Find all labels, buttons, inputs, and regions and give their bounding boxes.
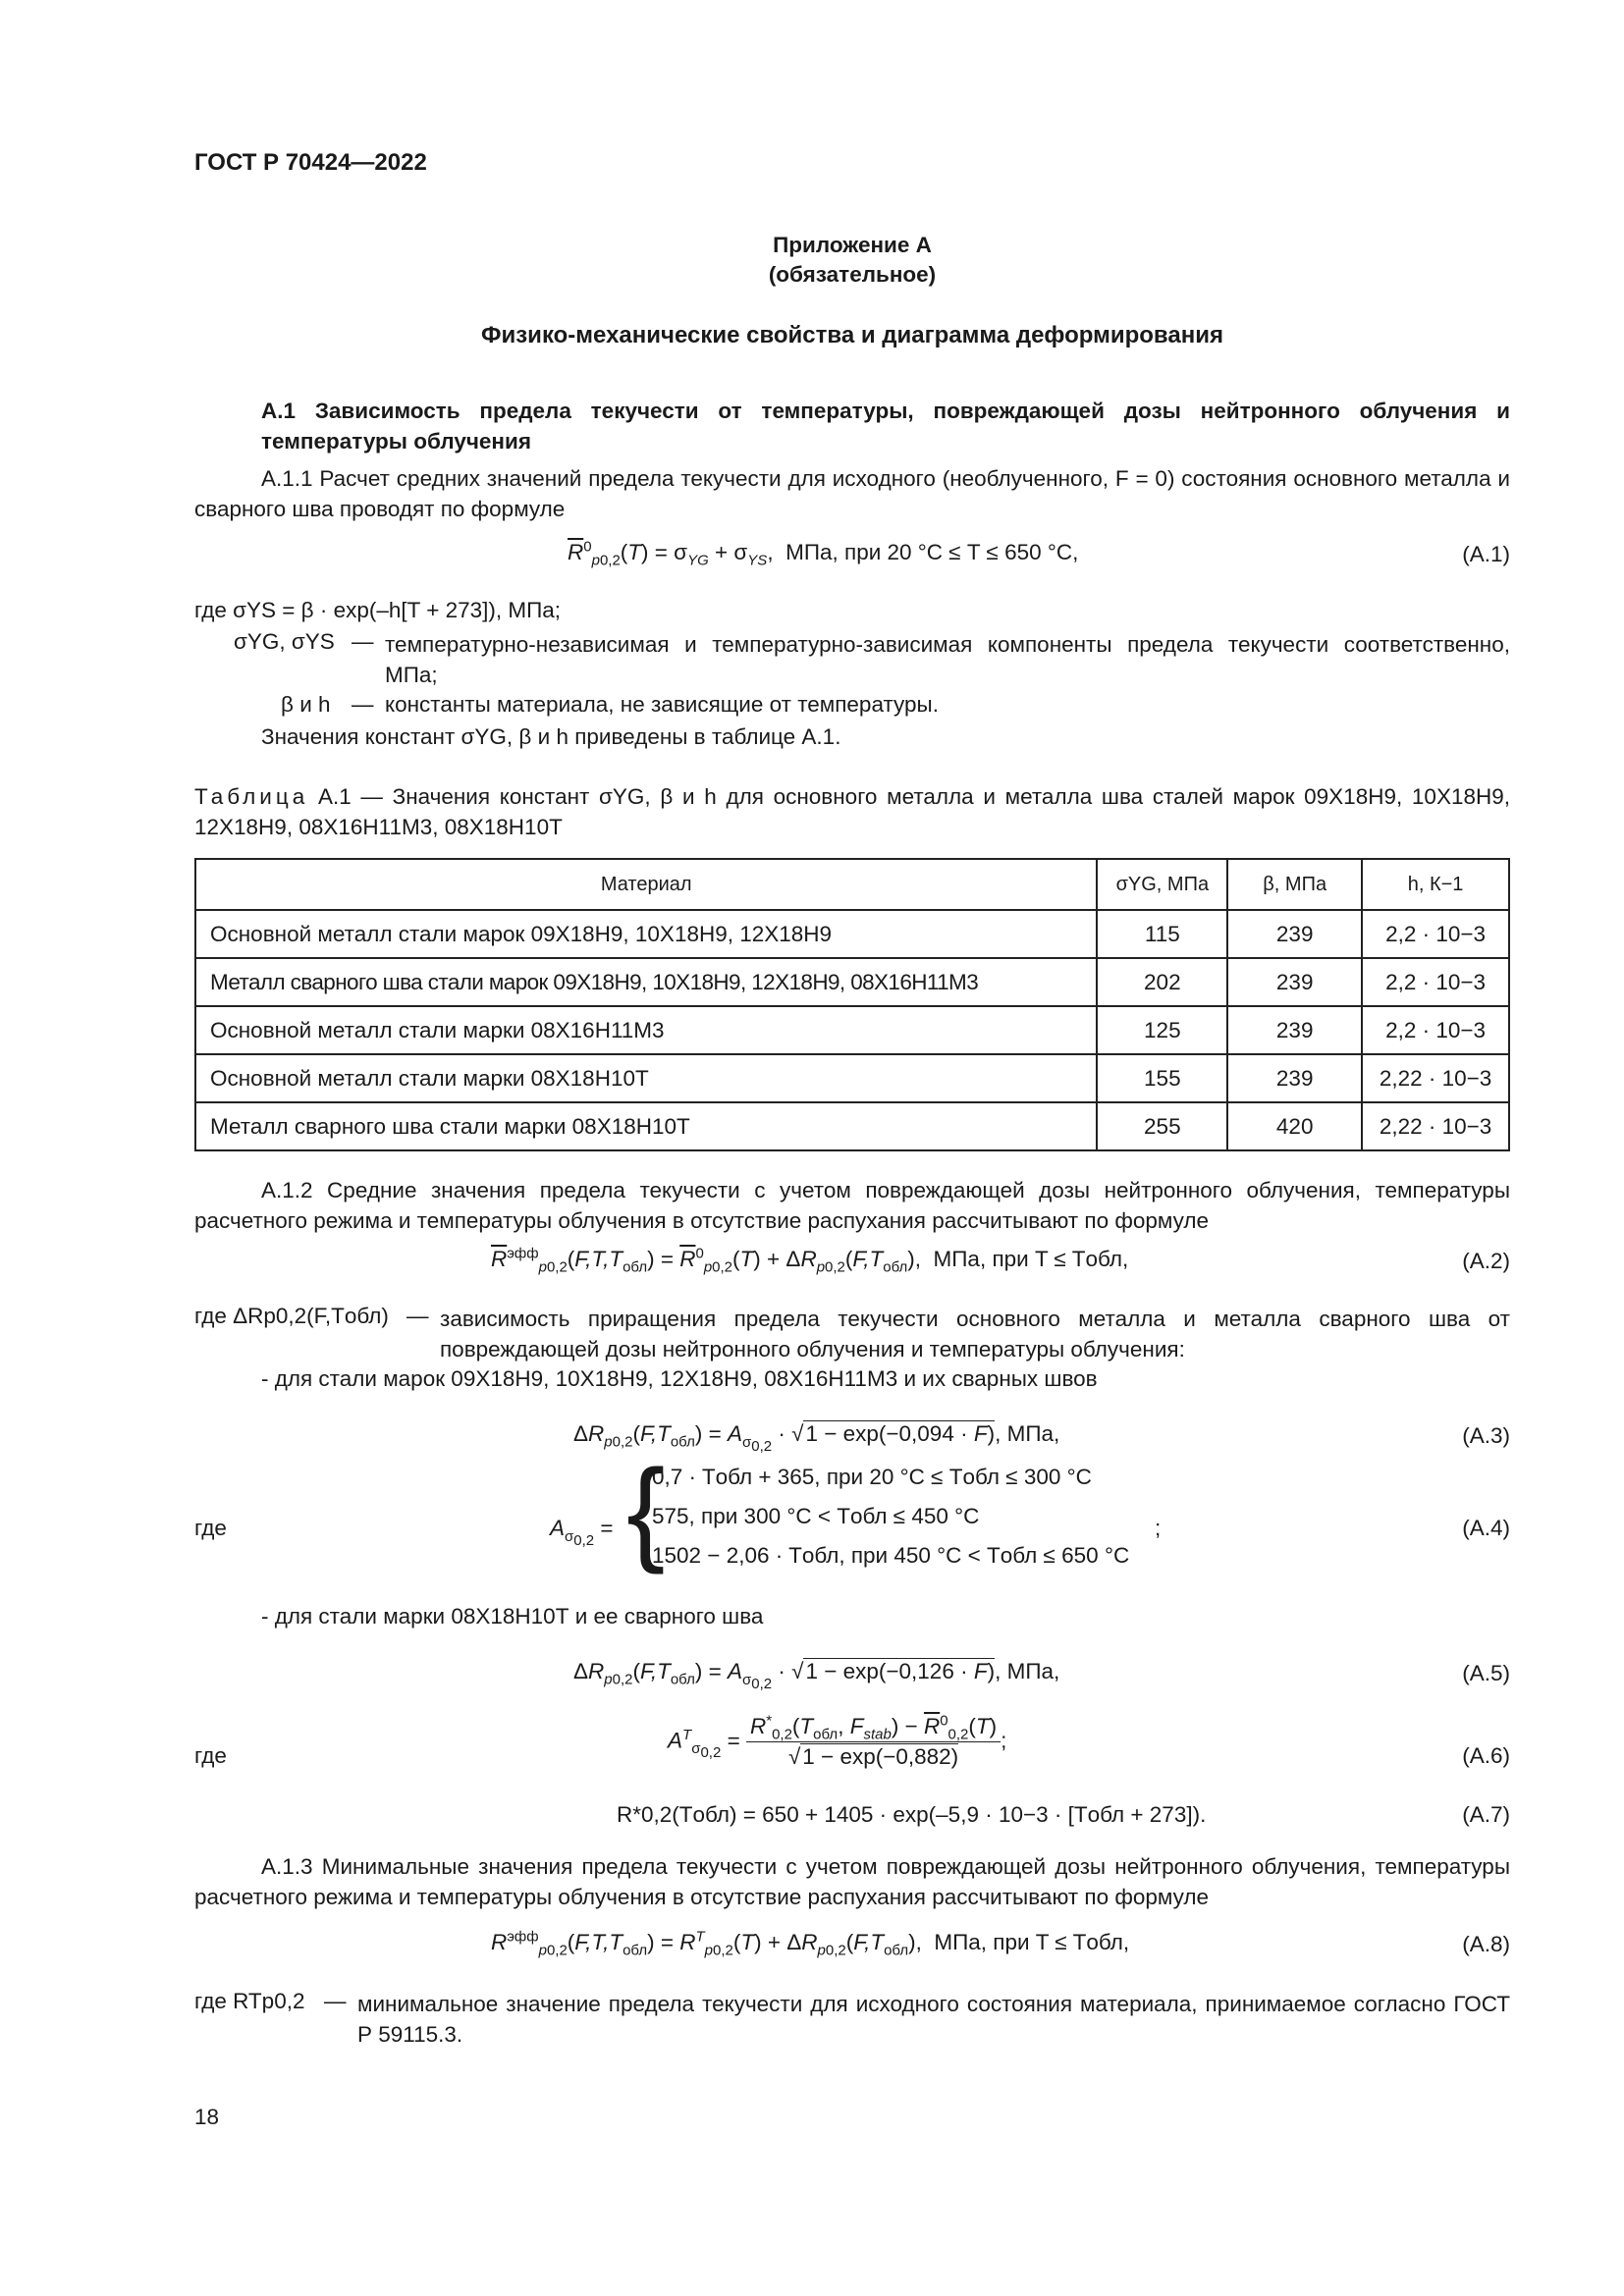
table-cell: 115 xyxy=(1097,910,1227,958)
definition-delta-text: зависимость приращения предела текучести основного металла и металла сварного шва от повреждающей дозы нейтронного облучения и температуры облучения: xyxy=(440,1307,1510,1362)
definition-delta-term: где ΔRp0,2(F,Tобл) xyxy=(194,1304,389,1328)
equation-a8-number: (А.8) xyxy=(1462,1932,1510,1956)
paragraph-a1-1: А.1.1 Расчет средних значений предела текучести для исходного (необлученного, F = 0) состояния основного металла и сварного шва проводят по формуле xyxy=(194,466,1510,521)
page-number: 18 xyxy=(194,2105,220,2129)
equation-a6: $A^T_{\sigma_{0,2}}$ = $\frac{R^*_{0,2}(T_{обл}, F_{stab}) - \overline{R}^0_{0,2}(T)}{√1 - \exp(-0,882)}$ ; xyxy=(668,1712,1007,1769)
table-caption: Таблица А.1 — Значения констант σYG, β и h для основного металла и металла шва сталей марок 09Х18Н9, 10Х18Н9, 12Х18Н9, 08Х16Н11М3, 08Х18Н10Т xyxy=(194,784,1510,839)
paragraph-a1-3: А.1.3 Минимальные значения предела текучести с учетом повреждающей дозы нейтронного облучения, температуры расчетного режима и температуры облучения в отсутствие распухания рассчитывают по формуле xyxy=(194,1854,1510,1909)
table-row xyxy=(195,1006,1509,1054)
document-id: ГОСТ Р 70424—2022 xyxy=(194,149,427,176)
list-item-steels-2: - для стали марки 08Х18Н10Т и ее сварного шва xyxy=(261,1604,764,1629)
table-cell: 2,22 · 10−3 xyxy=(1362,1054,1509,1102)
table-header-cell: β, МПа xyxy=(1227,859,1362,910)
table-cell: 239 xyxy=(1227,958,1362,1006)
equation-a8: $R^{эфф}_{p0,2}(F,T,T_{обл}) = R^T_{p0,2}(T) + \Delta R_{p0,2}(F,T_{обл})$, МПа, при T ≤ Tобл, xyxy=(491,1928,1130,1959)
definition-rt-text: минимальное значение предела текучести для исходного состояния материала, принимаемое согласно ГОСТ Р 59115.3. xyxy=(357,1992,1510,2047)
table-cell: 239 xyxy=(1227,1054,1362,1102)
table-cell: 239 xyxy=(1227,1006,1362,1054)
table-cell: 125 xyxy=(1097,1006,1227,1054)
equation-a3: $\Delta R_{p0,2}(F,T_{обл}) = A_{\sigma_{0,2}} \cdot √1 - \exp(-0,094 \cdot F)$, МПа, xyxy=(573,1421,1060,1455)
table-cell-material: Металл сварного шва стали марок 09Х18Н9, 10Х18Н9, 12Х18Н9, 08Х16Н11М3 xyxy=(195,958,1097,1006)
where-label-1: где xyxy=(194,1516,227,1540)
equation-a4-case-3: 1502 − 2,06 · Tобл, при 450 °С < Tобл ≤ 650 °С xyxy=(652,1543,1130,1568)
brace-symbol: { xyxy=(626,1446,666,1575)
definition-beta-text: константы материала, не зависящие от температуры. xyxy=(385,692,939,717)
equation-a7: R*0,2(Tобл) = 650 + 1405 · exp(–5,9 · 10−3 · [Tобл + 273]). xyxy=(617,1802,1207,1827)
equation-a4-number: (А.4) xyxy=(1462,1516,1510,1540)
equation-a4-case-1: 0,7 · Tобл + 365, при 20 °С ≤ Tобл ≤ 300 °С xyxy=(652,1465,1092,1489)
equation-a2: $\overline{R}^{эфф}_{p0,2}(F,T,T_{обл}) = \overline{R}^0_{p0,2}(T) + \Delta R_{p0,2}(F,T_{обл})$, МПа, при T ≤ Tобл, xyxy=(491,1245,1129,1276)
definition-sigma-term: σYG, σYS xyxy=(234,629,335,654)
equation-a4-lhs: $A_{\sigma_{0,2}}$ = xyxy=(550,1516,614,1549)
definition-beta-term: β и h xyxy=(281,692,331,717)
where-sigma-ys: где σYS = β · exp(–h[T + 273]), МПа; xyxy=(194,598,562,622)
equation-a6-number: (А.6) xyxy=(1462,1743,1510,1768)
equation-a8-condition: МПа, при T ≤ Tобл, xyxy=(934,1930,1130,1954)
constants-note: Значения констант σYG, β и h приведены в таблице А.1. xyxy=(261,724,841,749)
definition-rt-term: где RTp0,2 xyxy=(194,1989,305,2013)
table-cell: 2,2 · 10−3 xyxy=(1362,910,1509,958)
table-cell: 2,2 · 10−3 xyxy=(1362,1006,1509,1054)
table-cell: 420 xyxy=(1227,1102,1362,1150)
table-cell: 155 xyxy=(1097,1054,1227,1102)
paragraph-a1-2: А.1.2 Средние значения предела текучести с учетом повреждающей дозы нейтронного облучения, температуры расчетного режима и температуры облучения в отсутствие распухания рассчитывают по формуле xyxy=(194,1178,1510,1233)
table-cell: 202 xyxy=(1097,958,1227,1006)
table-row xyxy=(195,910,1509,958)
table-cell: 255 xyxy=(1097,1102,1227,1150)
table-cell: 2,22 · 10−3 xyxy=(1362,1102,1509,1150)
where-label-2: где xyxy=(194,1743,227,1768)
table-cell-material: Основной металл стали марки 08Х18Н10Т xyxy=(195,1054,1097,1102)
equation-a1: $\overline{R}^0_{p0,2}(T) = \sigma_{YG} + \sigma_{YS}$, МПа, при 20 °С ≤ T ≤ 650 °С, xyxy=(568,538,1079,569)
appendix-title: Приложение А xyxy=(773,233,932,257)
table-header-cell: Материал xyxy=(195,859,1097,910)
table-row xyxy=(195,958,1509,1006)
table-a1 xyxy=(194,858,1510,1151)
table-header-cell: σYG, МПа xyxy=(1097,859,1227,910)
equation-a4-case-2: 575, при 300 °С < Tобл ≤ 450 °С xyxy=(652,1504,980,1528)
table-header-cell: h, К−1 xyxy=(1362,859,1509,910)
equation-a1-condition: МПа, при 20 °С ≤ T ≤ 650 °С, xyxy=(785,540,1079,564)
equation-a2-condition: МПа, при T ≤ Tобл, xyxy=(933,1247,1129,1271)
appendix-heading: Физико-механические свойства и диаграмма деформирования xyxy=(481,322,1223,348)
table-row xyxy=(195,1054,1509,1102)
section-a1-heading: А.1 Зависимость предела текучести от температуры, повреждающей дозы нейтронного облучения и температуры облучения xyxy=(261,399,1510,454)
equation-a5-number: (А.5) xyxy=(1462,1661,1510,1685)
table-cell: 239 xyxy=(1227,910,1362,958)
list-item-steels-1: - для стали марок 09Х18Н9, 10Х18Н9, 12Х18Н9, 08Х16Н11М3 и их сварных швов xyxy=(261,1366,1098,1391)
table-row xyxy=(195,1102,1509,1150)
equation-a7-number: (А.7) xyxy=(1462,1802,1510,1827)
equation-a2-number: (А.2) xyxy=(1462,1249,1510,1273)
equation-a5: $\Delta R_{p0,2}(F,T_{обл}) = A_{\sigma_{0,2}} \cdot √1 - \exp(-0,126 \cdot F)$, МПа, xyxy=(573,1659,1060,1692)
table-header-row xyxy=(195,859,1509,910)
table-cell-material: Основной металл стали марки 08Х16Н11М3 xyxy=(195,1006,1097,1054)
table-cell: 2,2 · 10−3 xyxy=(1362,958,1509,1006)
equation-a3-number: (А.3) xyxy=(1462,1423,1510,1448)
appendix-status: (обязательное) xyxy=(768,262,937,287)
table-cell-material: Основной металл стали марок 09Х18Н9, 10Х18Н9, 12Х18Н9 xyxy=(195,910,1097,958)
table-cell-material: Металл сварного шва стали марки 08Х18Н10Т xyxy=(195,1102,1097,1150)
equation-a1-number: (А.1) xyxy=(1462,542,1510,566)
definition-sigma-text: температурно-независимая и температурно-зависимая компоненты предела текучести соответственно, МПа; xyxy=(385,632,1510,687)
